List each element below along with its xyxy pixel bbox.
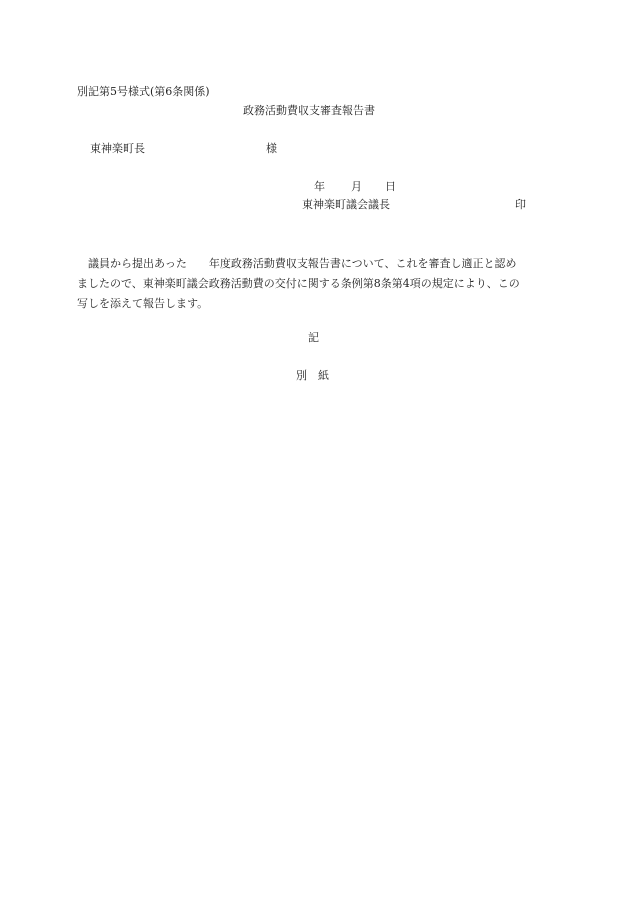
recipient-name: 東神楽町長 [90,142,145,155]
document-title: 政務活動費収支審査報告書 [243,104,375,117]
recipient-honorific: 様 [266,142,277,155]
sender-name: 東神楽町議会議長 [302,198,390,211]
date-day-label: 日 [385,180,396,193]
attachment-label: 別紙 [296,369,340,382]
form-label: 別記第5号様式(第6条関係) [77,85,210,98]
body-paragraph [77,254,552,314]
date-month-label: 月 [351,180,362,193]
body-line: 議員から提出あった 年度政務活動費収支報告書について、これを審査し適正と認め [77,257,517,270]
date-year-label: 年 [314,180,325,193]
ki-heading: 記 [308,331,319,344]
seal-mark: 印 [515,198,526,211]
body-line: 写しを添えて報告します。 [77,297,209,310]
body-line: ましたので、東神楽町議会政務活動費の交付に関する条例第8条第4項の規定により、この [77,277,520,290]
